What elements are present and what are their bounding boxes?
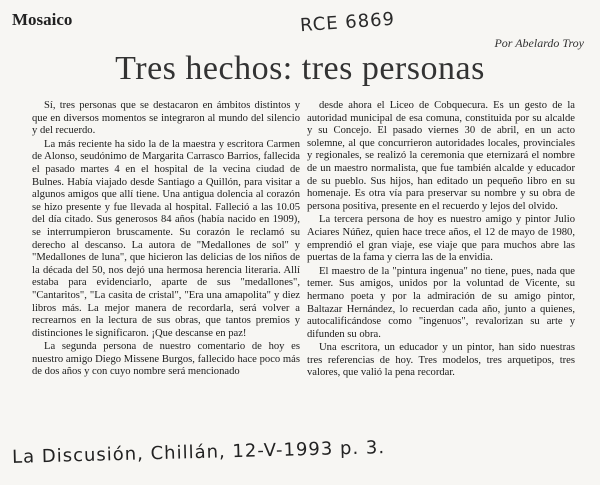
archive-code: RCE 6869 [299,8,396,37]
byline: Por Abelardo Troy [494,36,584,50]
paragraph: El maestro de la "pintura ingenua" no tiene, pues, nada que temer. Sus amigos, unidos por la voluntad de Vicente, su hermano poeta y por la admiración de su amigo pintor, Baltazar Hernández, lo recuerdan cada año, junto a quienes, autocalificándose como "ingenuos", revalorizan su arte y difunden su obra. [307,265,575,340]
article-title: Tres hechos: tres personas [115,50,485,87]
paragraph: Una escritora, un educador y un pintor, han sido nuestras tres referencias de hoy. Tres modelos, tres arquetipos, tres valores, que valió la pena recordar. [307,342,575,379]
paragraph: La más reciente ha sido la de la maestra y escritora Carmen de Alonso, seudónimo de Margarita Carrasco Barrios, fallecida el pasado martes 4 en el hospital de la vecina ciudad de Bulnes. Había viajado desde Santiago a Quillón, para visitar a algunos amigos que allí tiene. Una antigua dolencia al corazón se hizo presente y fue llevada al hospital. Falleció a las 10.05 del día citado. Sus generosos 84 años (había nacido en 1909), se interrumpieron bruscamente. Su corazón le reclamó su derecho al descanso. La autora de "Medallones de sol" y "Medallones de luna", que hicieron las delicias de los niños de la década del 50, nos dejó una hermosa herencia literaria. Allí estaba para evidenciarlo, aparte de sus "medallones", "Cantaritos", "La casita de cristal", "Era una amapolita" y diez libros más. La mejor manera de recordarla, será volver a recrearnos en la lectura de sus obras, que tantos premios y distinciones le significaron. ¡Que descanse en paz! [32,138,300,339]
right-column [307,100,575,381]
paragraph: La segunda persona de nuestro comentario de hoy es nuestro amigo Diego Missene Burgos, fallecido hace poco más de dos años y con cuyo nombre será mencionado [32,341,300,378]
handwritten-source-note: La Discusión, Chillán, 12-V-1993 p. 3. [11,437,386,468]
paragraph: desde ahora el Liceo de Cobquecura. Es un gesto de la autoridad municipal de esa comuna, constituida por su alcalde y su Concejo. El pasado viernes 30 de abril, en un acto solemne, al que concurrieron autoridades locales, provinciales y regionales, se realizó la ceremonia que eternizará el nombre de un maestro normalista, que fue también alcalde y educador de su pueblo. Sus hijos, han editado un pequeño libro en su homenaje. Es otra vía para preservar su nombre y su obra de persona positiva, presente en el recuerdo y lejos del olvido. [307,100,575,212]
paragraph: Sí, tres personas que se destacaron en ámbitos distintos y que en diversos momentos se integraron al mundo del silencio y del recuerdo. [32,100,300,137]
section-heading: Mosaico [12,10,73,29]
left-column [32,100,300,380]
paragraph: La tercera persona de hoy es nuestro amigo y pintor Julio Aciares Núñez, quien hace trece años, el 12 de mayo de 1980, emprendió el gran viaje, ese viaje que para muchos abre las puertas de la fama y cierra las de la envidia. [307,214,575,264]
